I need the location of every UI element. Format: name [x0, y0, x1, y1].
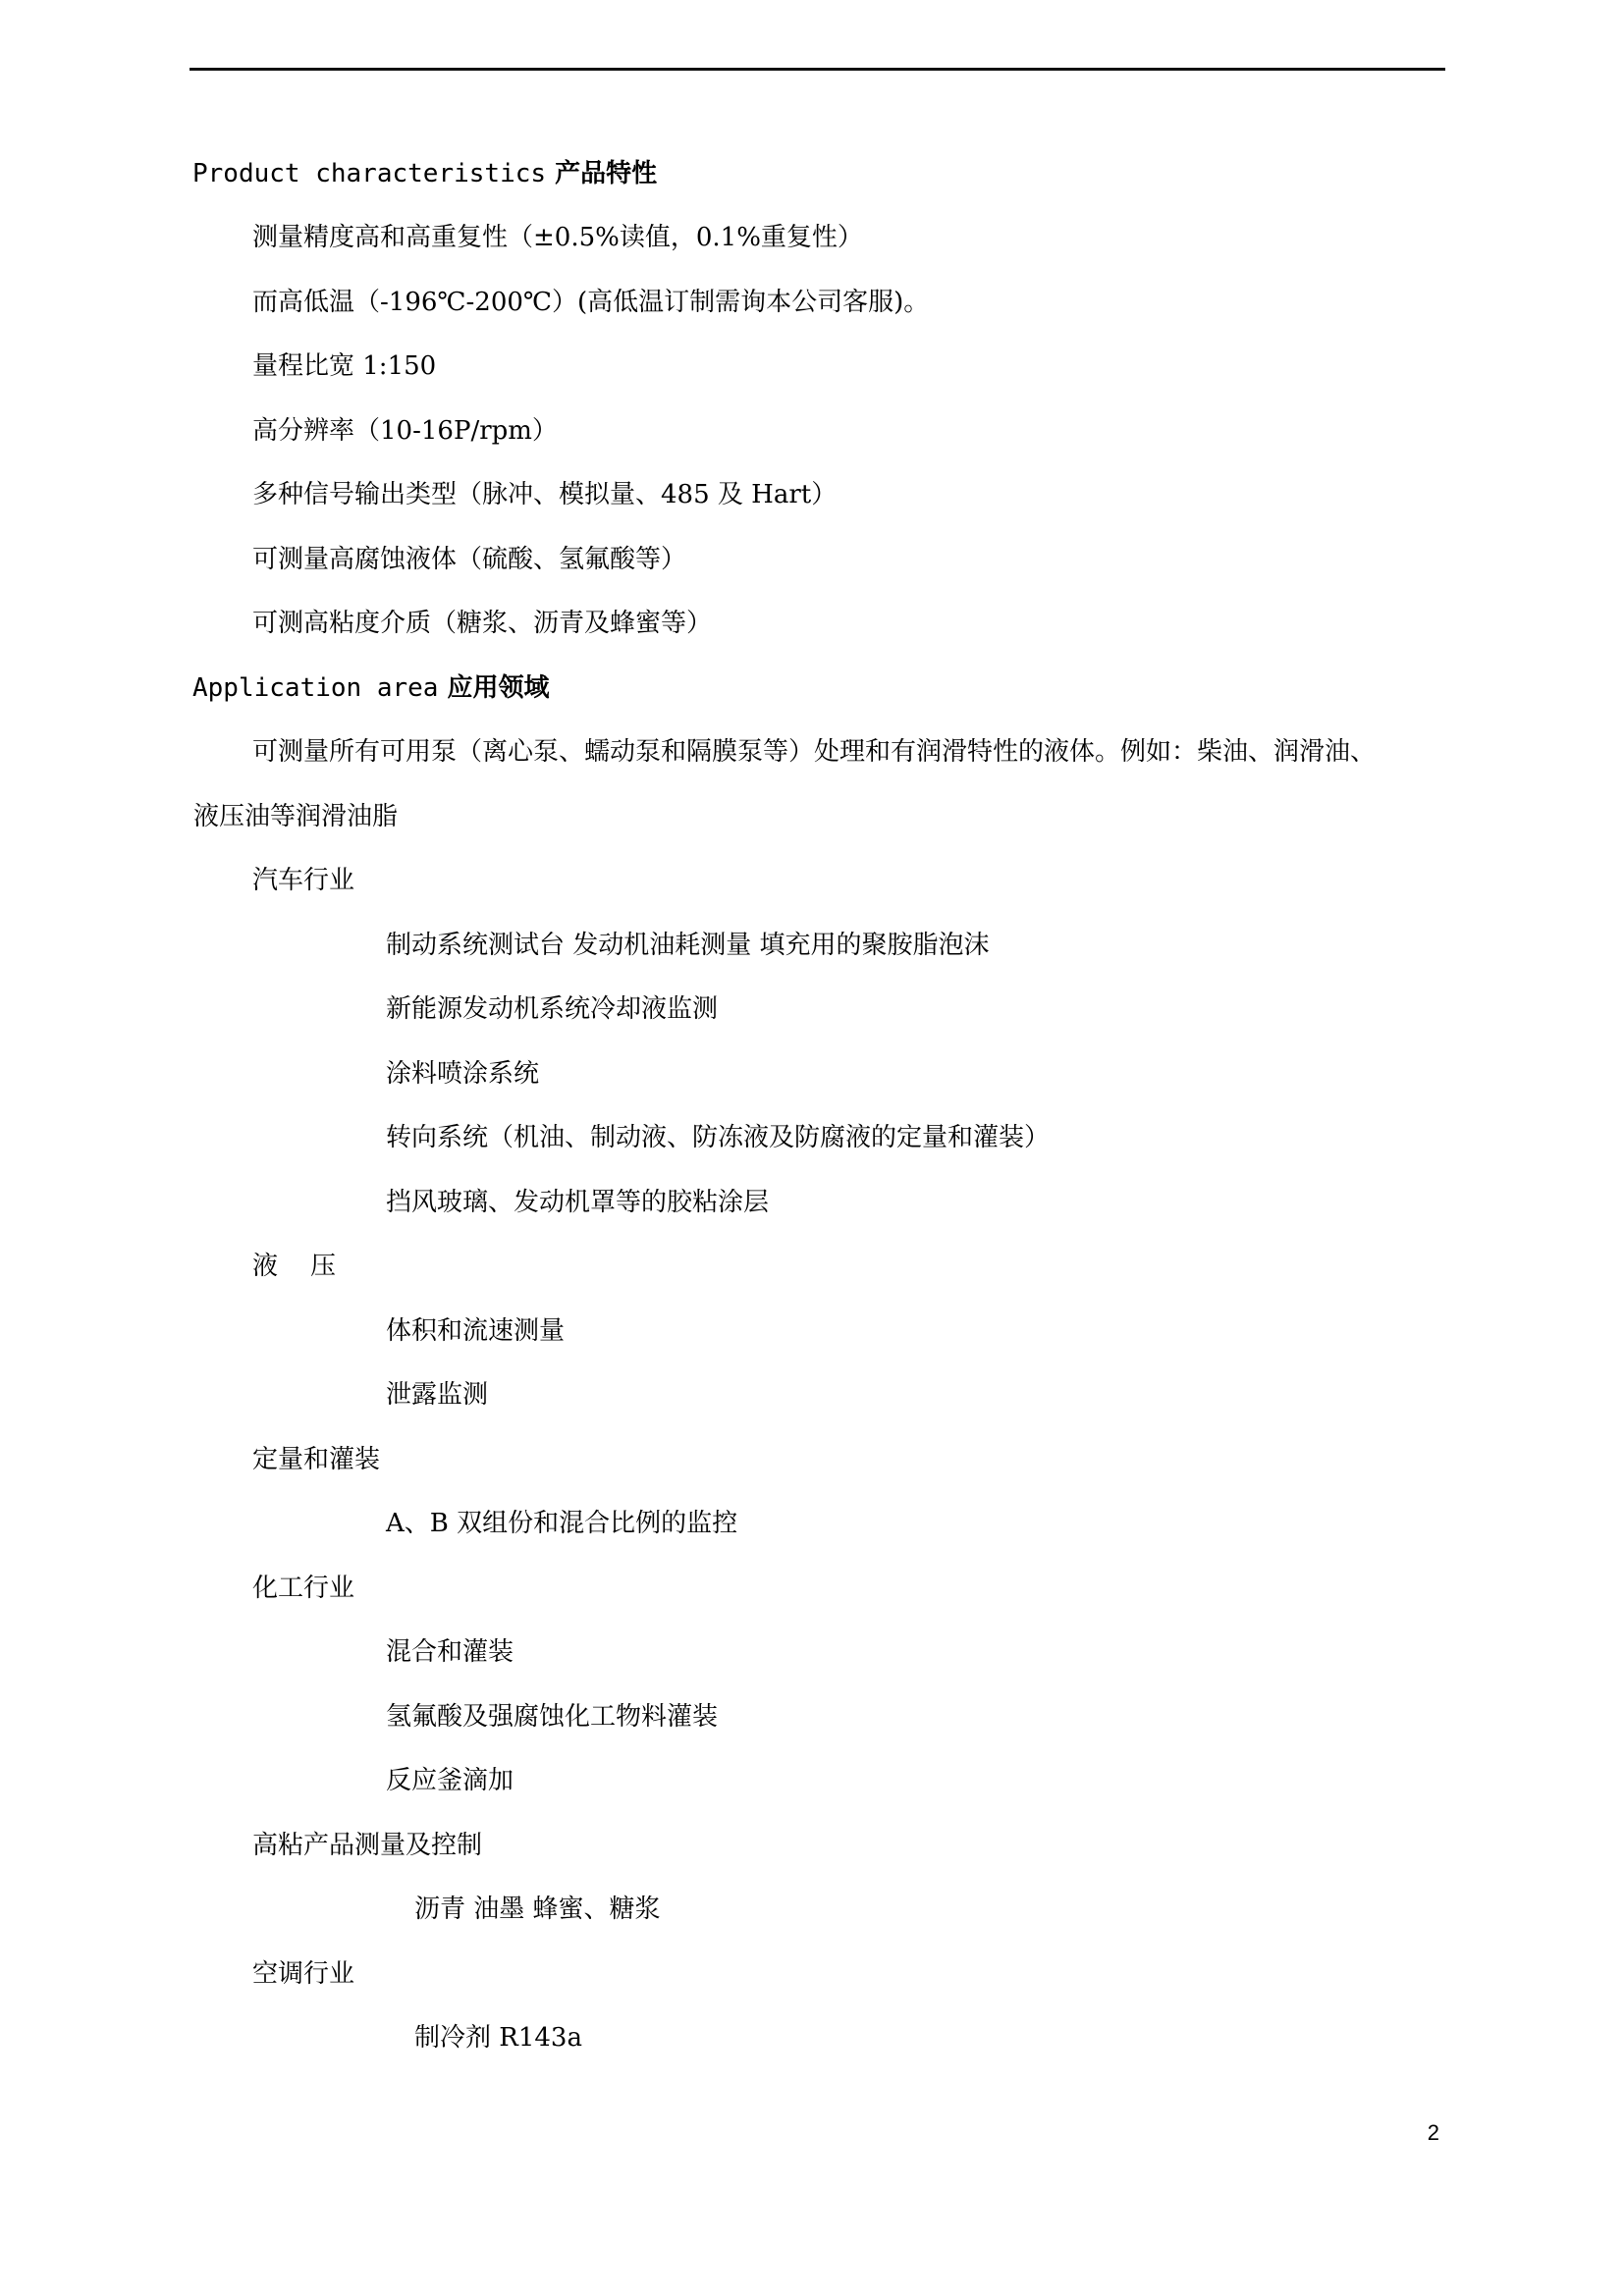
section-item: 涂料喷涂系统 — [386, 1059, 540, 1089]
section-title: 化工行业 — [252, 1574, 355, 1603]
section-item: 制冷剂 R143a — [414, 2023, 582, 2053]
application-intro-line1: 可测量所有可用泵（离心泵、蠕动泵和隔膜泵等）处理和有润滑特性的液体。例如：柴油、润滑油、 — [252, 737, 1377, 767]
section-item: 氢氟酸及强腐蚀化工物料灌装 — [386, 1702, 719, 1732]
product-item: 可测量高腐蚀液体（硫酸、氢氟酸等） — [252, 545, 687, 574]
section-title: 液 压 — [252, 1252, 337, 1281]
product-characteristics-heading — [192, 158, 657, 189]
section-item: 体积和流速测量 — [386, 1316, 566, 1346]
heading-chinese: 应用领域 — [447, 673, 550, 703]
application-intro-line2: 液压油等润滑油脂 — [193, 802, 399, 831]
section-item: 混合和灌装 — [386, 1637, 514, 1667]
page-number: 2 — [1427, 2120, 1439, 2145]
section-item: 挡风玻璃、发动机罩等的胶粘涂层 — [386, 1188, 770, 1217]
header-rule — [189, 68, 1445, 71]
application-area-heading — [192, 672, 550, 704]
section-item: 反应釜滴加 — [386, 1766, 514, 1795]
heading-english: Application area — [192, 673, 439, 703]
section-item: A、B 双组份和混合比例的监控 — [386, 1509, 738, 1538]
product-item: 测量精度高和高重复性（±0.5%读值，0.1%重复性） — [252, 223, 863, 252]
heading-chinese: 产品特性 — [555, 159, 658, 188]
section-title: 高粘产品测量及控制 — [252, 1831, 483, 1860]
section-title: 空调行业 — [252, 1959, 355, 1989]
section-title: 定量和灌装 — [252, 1445, 381, 1474]
section-item: 沥青 油墨 蜂蜜、糖浆 — [414, 1895, 661, 1924]
section-item: 转向系统（机油、制动液、防冻液及防腐液的定量和灌装） — [386, 1123, 1051, 1152]
product-item: 而高低温（-196℃-200℃）(高低温订制需询本公司客服)。 — [252, 288, 930, 317]
heading-english: Product characteristics — [192, 159, 547, 188]
section-item: 泄露监测 — [386, 1380, 489, 1410]
section-item: 制动系统测试台 发动机油耗测量 填充用的聚胺脂泡沫 — [386, 931, 990, 960]
product-item: 多种信号输出类型（脉冲、模拟量、485 及 Hart） — [252, 480, 838, 509]
section-title: 汽车行业 — [252, 866, 355, 895]
product-item: 量程比宽 1:150 — [252, 351, 437, 381]
product-item: 高分辨率（10-16P/rpm） — [252, 416, 558, 446]
section-item: 新能源发动机系统冷却液监测 — [386, 994, 719, 1024]
product-item: 可测高粘度介质（糖浆、沥青及蜂蜜等） — [252, 609, 713, 638]
